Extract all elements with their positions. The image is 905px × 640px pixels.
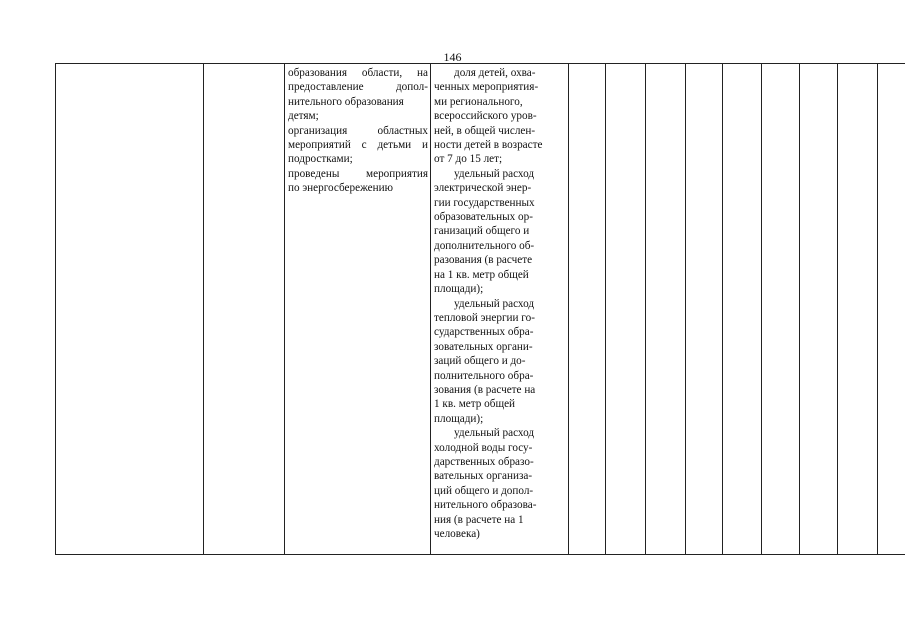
activities-cell — [285, 64, 431, 555]
value-cell-9 — [878, 64, 905, 555]
activity-line: нительного образования — [288, 95, 404, 108]
activity-line: организация областных — [288, 124, 428, 137]
indicator-line: тепловой энергии го- — [434, 311, 535, 324]
empty-cell-2 — [204, 64, 285, 555]
activity-line: проведены мероприятия — [288, 167, 428, 180]
indicator-line: зовательных органи- — [434, 340, 533, 353]
indicator-line: от 7 до 15 лет; — [434, 153, 503, 166]
value-cell-6 — [762, 64, 800, 555]
activity-line: по энергосбережению — [288, 182, 393, 195]
page-number: 146 — [443, 50, 462, 64]
indicator-line: всероссийского уров- — [434, 110, 537, 123]
indicator-line: 1 кв. метр общей — [434, 398, 516, 411]
indicator-line: вательных организа- — [434, 470, 533, 483]
indicator-line: полнительного обра- — [434, 369, 534, 382]
indicator-line: заций общего и до- — [434, 355, 526, 368]
activity-line: образования области, на — [288, 67, 428, 79]
indicator-line: ности детей в возрасте — [434, 139, 543, 152]
value-cell-4 — [686, 64, 723, 555]
indicator-line: на 1 кв. метр общей — [434, 268, 529, 281]
indicator-line: ченных мероприятия- — [434, 81, 539, 94]
indicator-line: гии государственных — [434, 196, 535, 209]
table-row — [56, 64, 905, 555]
value-cell-2 — [606, 64, 646, 555]
indicator-line: ганизаций общего и — [434, 225, 530, 238]
indicator-line: площади); — [434, 412, 484, 425]
indicator-line: зования (в расчете на — [434, 383, 536, 396]
indicator-line: ней, в общей числен- — [434, 124, 536, 137]
indicators-cell — [431, 64, 569, 555]
value-cell-3 — [646, 64, 686, 555]
indicator-line: доля детей, охва- — [454, 67, 536, 79]
indicator-line: холодной воды госу- — [434, 441, 533, 454]
activity-line: подростками; — [288, 153, 353, 166]
indicator-line: человека) — [434, 528, 480, 540]
activity-line: предоставление допол- — [288, 81, 428, 94]
indicator-line: ния (в расчете на 1 — [434, 513, 524, 526]
indicator-line: удельный расход — [454, 167, 535, 180]
indicator-line: ций общего и допол- — [434, 484, 534, 497]
value-cell-5 — [723, 64, 762, 555]
indicator-line: образовательных ор- — [434, 211, 533, 224]
value-cell-8 — [838, 64, 878, 555]
indicator-line: дополнительного об- — [434, 239, 535, 252]
empty-cell-1 — [56, 64, 204, 555]
value-cell-1 — [569, 64, 606, 555]
indicator-line: удельный расход — [454, 427, 535, 440]
indicator-line: площади); — [434, 283, 484, 296]
program-table — [55, 63, 905, 555]
activity-line: мероприятий с детьми и — [288, 139, 428, 152]
indicator-line: сударственных обра- — [434, 326, 534, 339]
activity-line: детям; — [288, 110, 319, 123]
indicator-line: нительного образова- — [434, 499, 537, 512]
indicator-line: электрической энер- — [434, 182, 532, 195]
value-cell-7 — [800, 64, 838, 555]
indicator-line: удельный расход — [454, 297, 535, 310]
indicator-line: разования (в расчете — [434, 254, 533, 267]
indicator-line: дарственных образо- — [434, 455, 534, 468]
indicator-line: ми регионального, — [434, 95, 523, 108]
